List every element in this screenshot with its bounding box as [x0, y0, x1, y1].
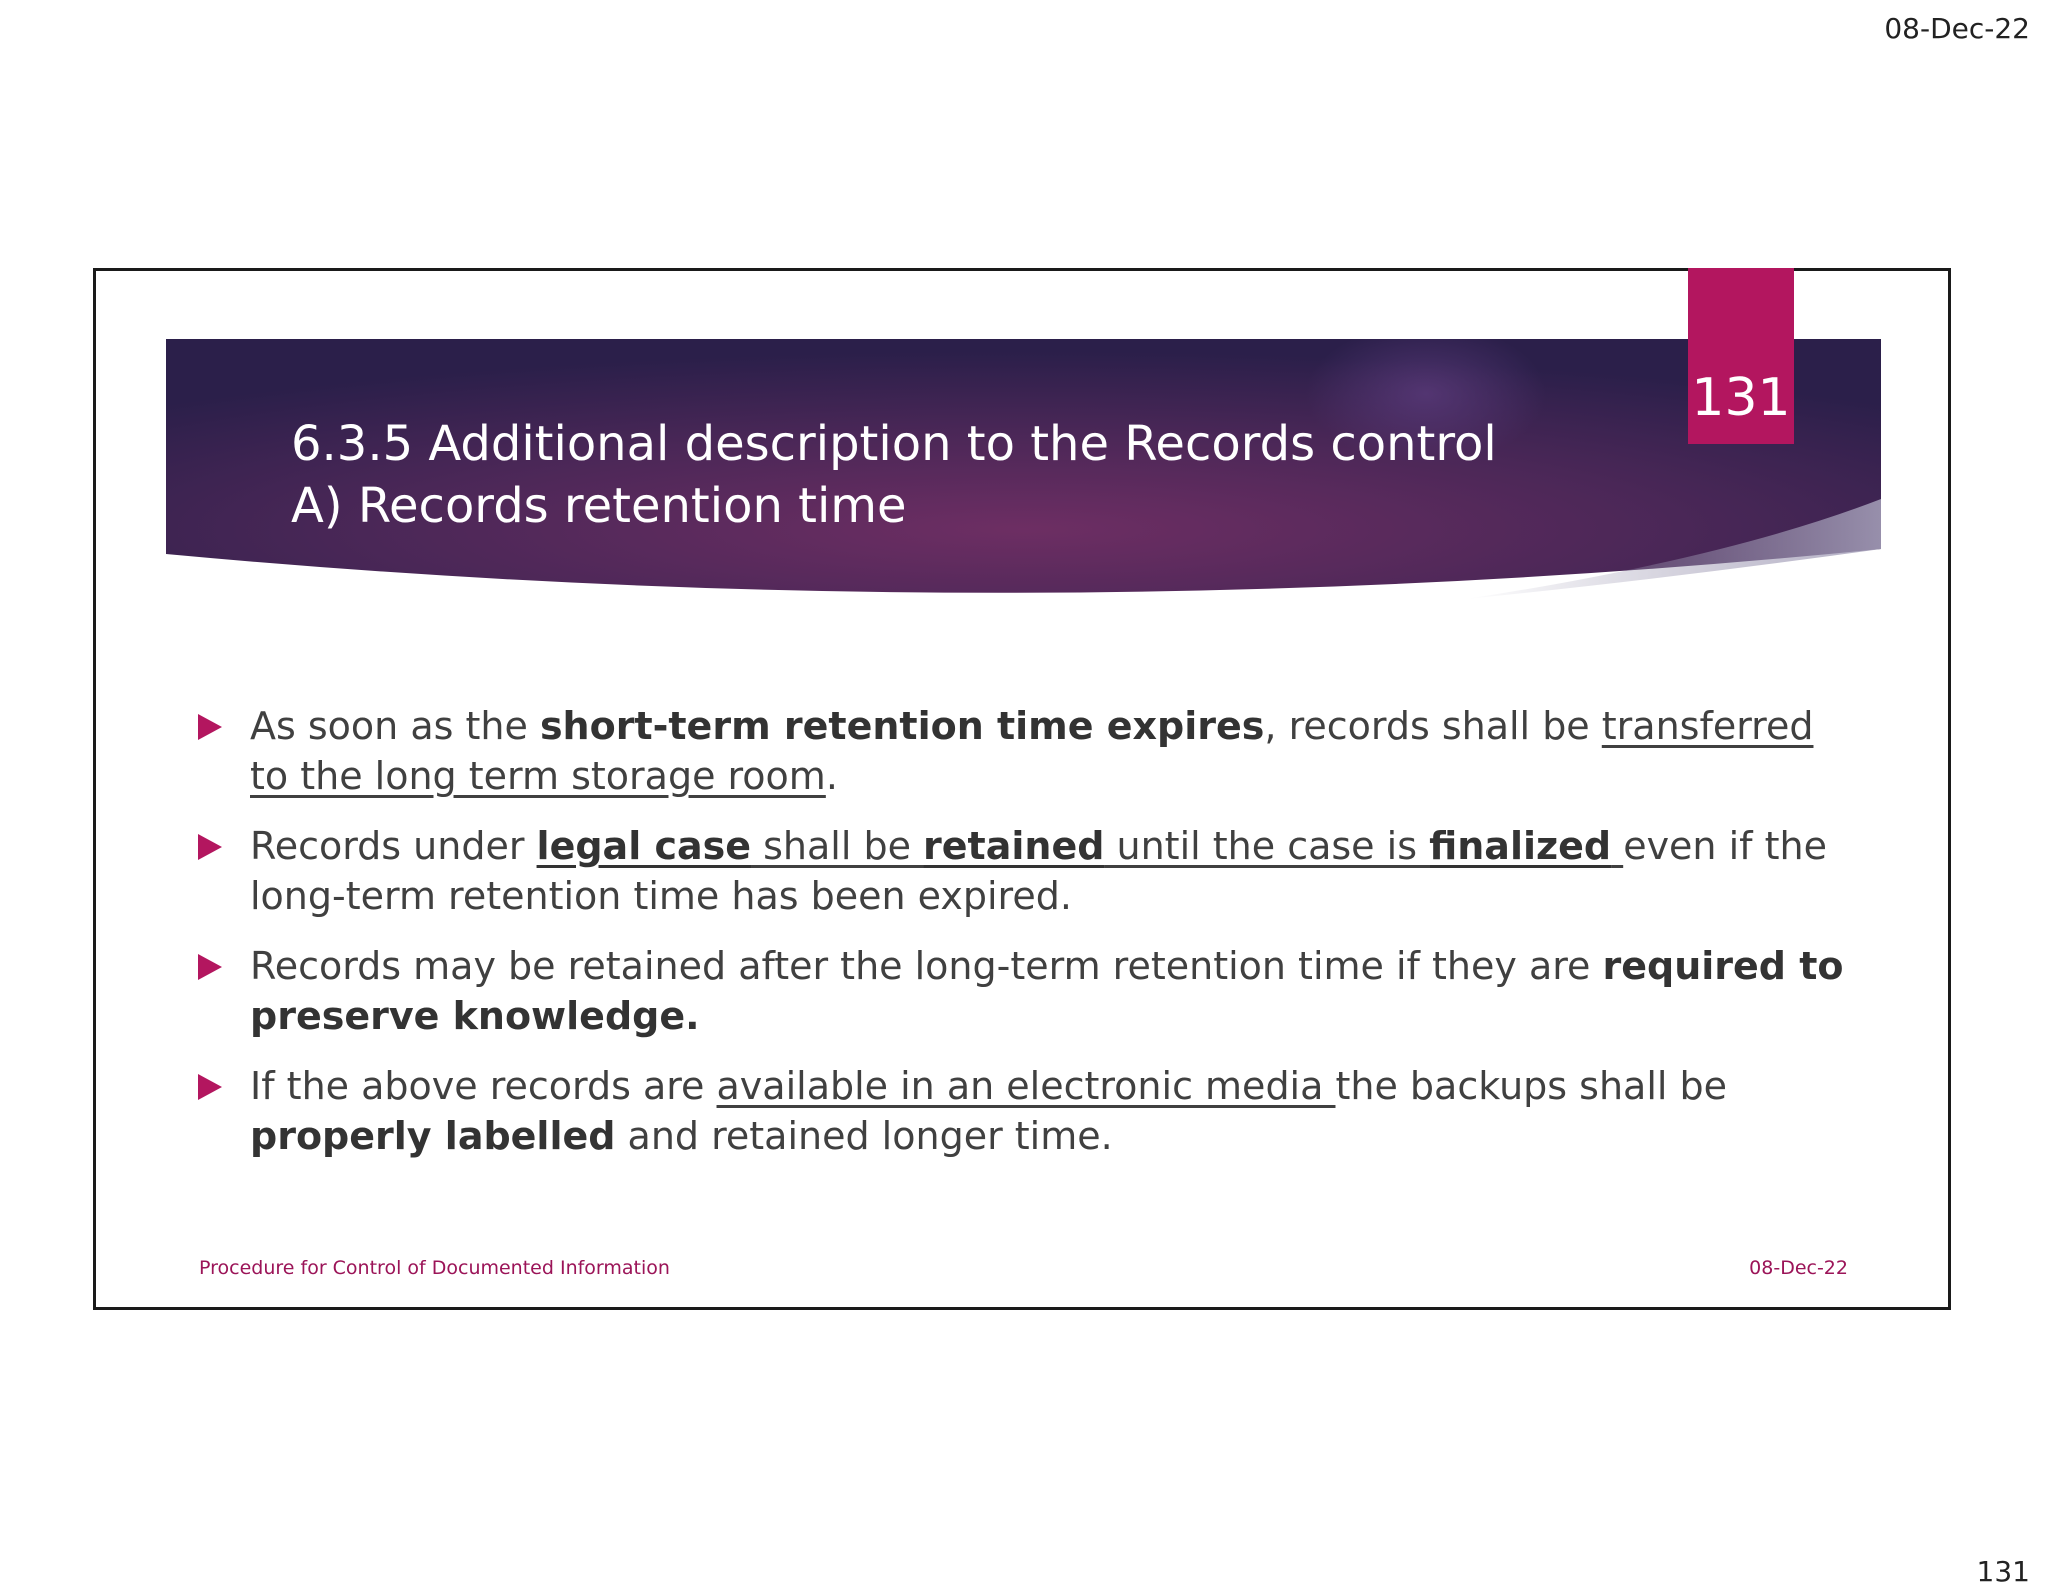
bullet-list — [196, 701, 1856, 1181]
bullet-text-segment — [1611, 824, 1623, 868]
footer-date: 08-Dec-22 — [1749, 1257, 1848, 1279]
bullet-text-segment: and retained longer time. — [615, 1114, 1113, 1158]
bullet-text-segment: properly labelled — [250, 1114, 616, 1158]
bullet-arrow-icon — [198, 834, 222, 860]
slide-title-line-2: A) Records retention time — [291, 478, 907, 534]
bullet-arrow-icon — [198, 1074, 222, 1100]
bullet-text-segment: shall be — [751, 824, 924, 868]
bullet-item — [196, 1061, 1856, 1161]
slide-number-tab — [1688, 268, 1794, 444]
bullet-text-segment: . — [825, 754, 838, 798]
bullet-text-segment: Records may be retained after the long-term retention time if they are — [250, 944, 1603, 988]
bullet-text-segment: finalized — [1429, 824, 1612, 868]
bullet-text-segment: , records shall be — [1264, 704, 1602, 748]
bullet-arrow-icon — [198, 954, 222, 980]
slide-title — [291, 413, 1591, 537]
bullet-text-segment: transferred to the long term storage room — [250, 704, 1814, 798]
page-number: 131 — [1976, 1555, 2030, 1582]
footer-document-title: Procedure for Control of Documented Information — [199, 1257, 670, 1279]
bullet-text-segment: until the case is — [1104, 824, 1430, 868]
page-header-date: 08-Dec-22 — [1884, 12, 2030, 45]
slide-title-line-1: 6.3.5 Additional description to the Records control — [291, 416, 1497, 472]
bullet-text-segment: even if the long-term retention time has been expired. — [250, 824, 1827, 918]
slide-number: 131 — [1691, 368, 1791, 428]
bullet-item — [196, 821, 1856, 921]
bullet-text-segment: legal case — [536, 824, 752, 868]
bullet-text-segment: Records under — [250, 824, 537, 868]
bullet-text-segment: If the above records are — [250, 1064, 717, 1108]
bullet-item — [196, 941, 1856, 1041]
bullet-item — [196, 701, 1856, 801]
bullet-text-segment: available in an electronic media — [716, 1064, 1336, 1108]
bullet-text-segment: the backups shall be — [1335, 1064, 1728, 1108]
bullet-text-segment: required to preserve knowledge. — [250, 944, 1844, 1038]
bullet-text-segment: As soon as the — [250, 704, 540, 748]
bullet-arrow-icon — [198, 714, 222, 740]
slide-frame — [93, 268, 1951, 1310]
bullet-text-segment: short-term retention time expires — [539, 704, 1265, 748]
bullet-text-segment: retained — [923, 824, 1105, 868]
